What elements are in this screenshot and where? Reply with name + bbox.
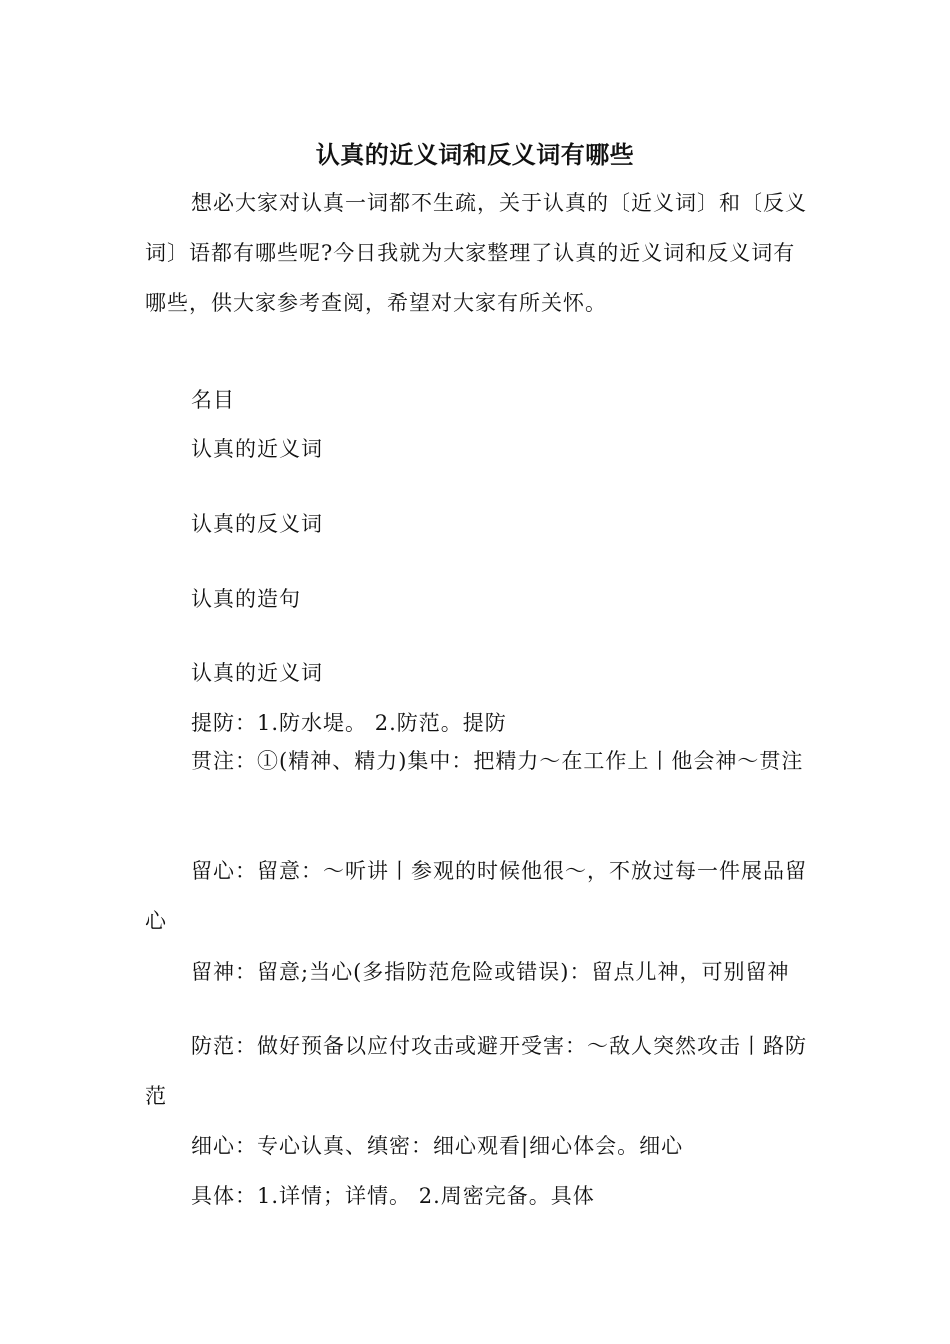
entry-paragraph: 留神：留意;当心(多指防范危险或错误)：留点儿神，可别留神 [191,960,790,984]
toc-item: 认真的造句 [191,587,301,611]
toc-item: 认真的近义词 [191,437,323,461]
entry-paragraph: 留心：留意：～听讲丨参观的时候他很～，不放过每一件展品留心 [145,859,807,933]
entry-paragraph: 细心：专心认真、缜密：细心观看|细心体会。细心 [191,1134,684,1158]
entry-paragraph: 具体：1.详情；详情。 2.周密完备。具体 [191,1184,595,1208]
entry-paragraph: 贯注：①(精神、精力)集中：把精力～在工作上丨他会神～贯注 [191,749,804,773]
toc-heading: 名目 [191,388,235,412]
toc-item: 认真的反义词 [191,512,323,536]
entry-paragraph: 防范：做好预备以应付攻击或避开受害：～敌人突然攻击丨路防范 [145,1034,807,1108]
entry-paragraph: 提防：1.防水堤。 2.防范。提防 [191,711,507,735]
page-title: 认真的近义词和反义词有哪些 [315,140,635,169]
intro-paragraph: 想必大家对认真一词都不生疏，关于认真的〔近义词〕和〔反义词〕语都有哪些呢?今日我就为大家整理了认真的近义词和反义词有哪些，供大家参考查阅，希望对大家有所关怀。 [145,191,807,315]
section-heading: 认真的近义词 [191,661,323,685]
